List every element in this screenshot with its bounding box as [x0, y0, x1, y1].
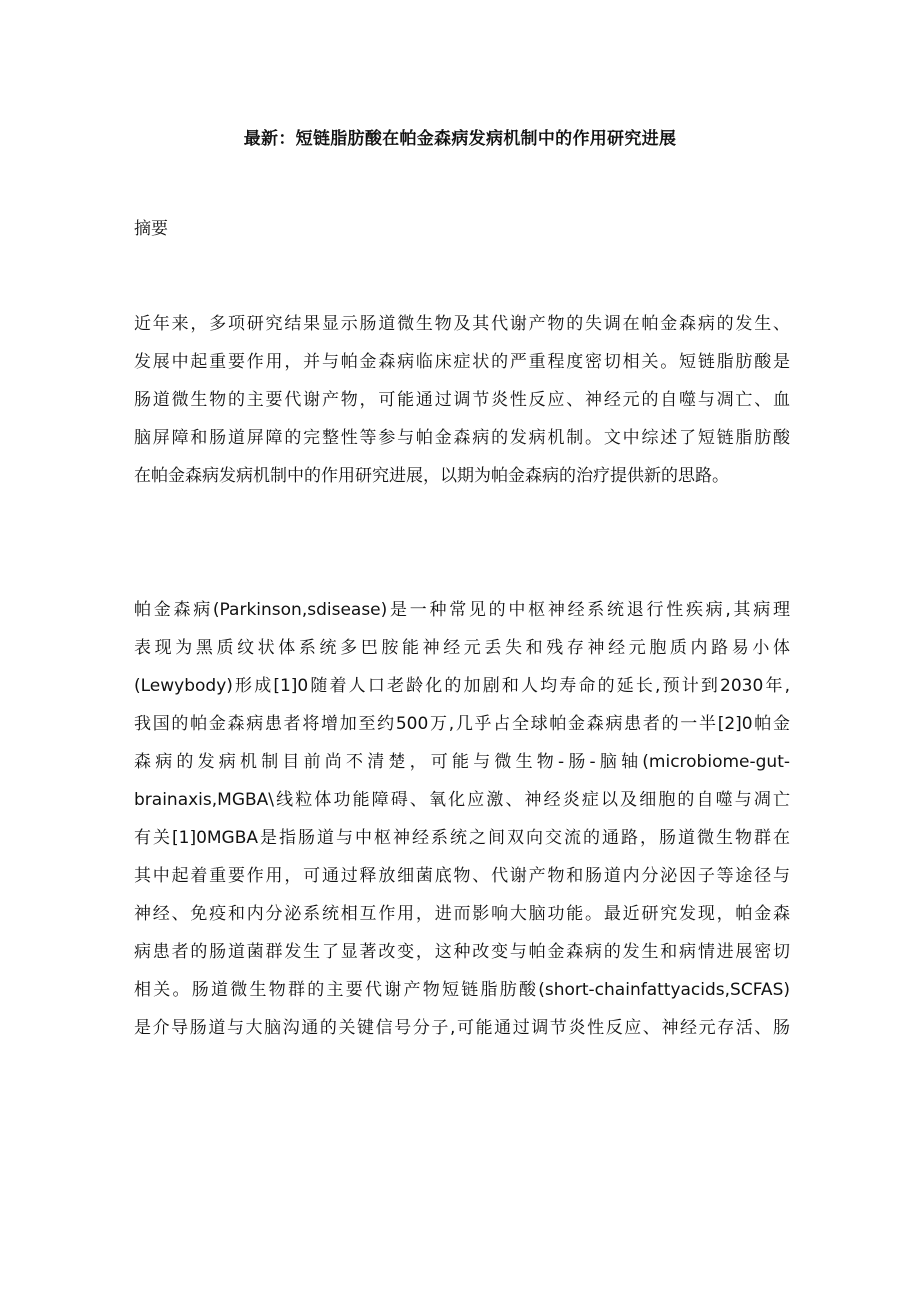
- paragraph-line: 发展中起重要作用，并与帕金森病临床症状的严重程度密切相关。短链脂肪酸是: [134, 352, 790, 372]
- paragraph-line: 帕金森病(Parkinson,sdisease)是一种常见的中枢神经系统退行性疾病,其病理: [134, 600, 790, 620]
- paragraph-line: 相关。肠道微生物群的主要代谢产物短链脂肪酸(short-chainfattyacids,SCFAS): [134, 980, 790, 1000]
- abstract-heading: 摘要: [134, 219, 168, 239]
- paragraph-line: 表现为黑质纹状体系统多巴胺能神经元丢失和残存神经元胞质内路易小体: [134, 638, 790, 658]
- paragraph-line: 有关[1]0MGBA是指肠道与中枢神经系统之间双向交流的通路，肠道微生物群在: [134, 828, 790, 848]
- paragraph-line: 神经、免疫和内分泌系统相互作用，进而影响大脑功能。最近研究发现，帕金森: [134, 904, 790, 924]
- paragraph-line: 近年来，多项研究结果显示肠道微生物及其代谢产物的失调在帕金森病的发生、: [134, 314, 790, 334]
- paragraph-line: (Lewybody)形成[1]0随着人口老龄化的加剧和人均寿命的延长,预计到2030年,: [134, 676, 790, 696]
- paragraph-line: 在帕金森病发病机制中的作用研究进展，以期为帕金森病的治疗提供新的思路。: [134, 466, 729, 486]
- paragraph-line: 我国的帕金森病患者将增加至约500万,几乎占全球帕金森病患者的一半[2]0帕金: [134, 714, 790, 734]
- paragraph-line: 脑屏障和肠道屏障的完整性等参与帕金森病的发病机制。文中综述了短链脂肪酸: [134, 428, 790, 448]
- abstract-paragraph: [134, 305, 790, 495]
- paragraph-line: 森病的发病机制目前尚不清楚，可能与微生物-肠-脑轴(microbiome-gut-: [134, 752, 790, 772]
- paragraph-line: 是介导肠道与大脑沟通的关键信号分子,可能通过调节炎性反应、神经元存活、肠: [134, 1018, 790, 1038]
- paragraph-line: 其中起着重要作用，可通过释放细菌底物、代谢产物和肠道内分泌因子等途径与: [134, 866, 790, 886]
- paragraph-line: brainaxis,MGBA\线粒体功能障碍、氧化应激、神经炎症以及细胞的自噬与凋亡: [134, 790, 790, 810]
- paragraph-line: 肠道微生物的主要代谢产物，可能通过调节炎性反应、神经元的自噬与凋亡、血: [134, 390, 790, 410]
- paragraph-line: 病患者的肠道菌群发生了显著改变，这种改变与帕金森病的发生和病情进展密切: [134, 942, 790, 962]
- document-title: 最新：短链脂肪酸在帕金森病发病机制中的作用研究进展: [243, 129, 677, 149]
- body-paragraph: [134, 591, 790, 1047]
